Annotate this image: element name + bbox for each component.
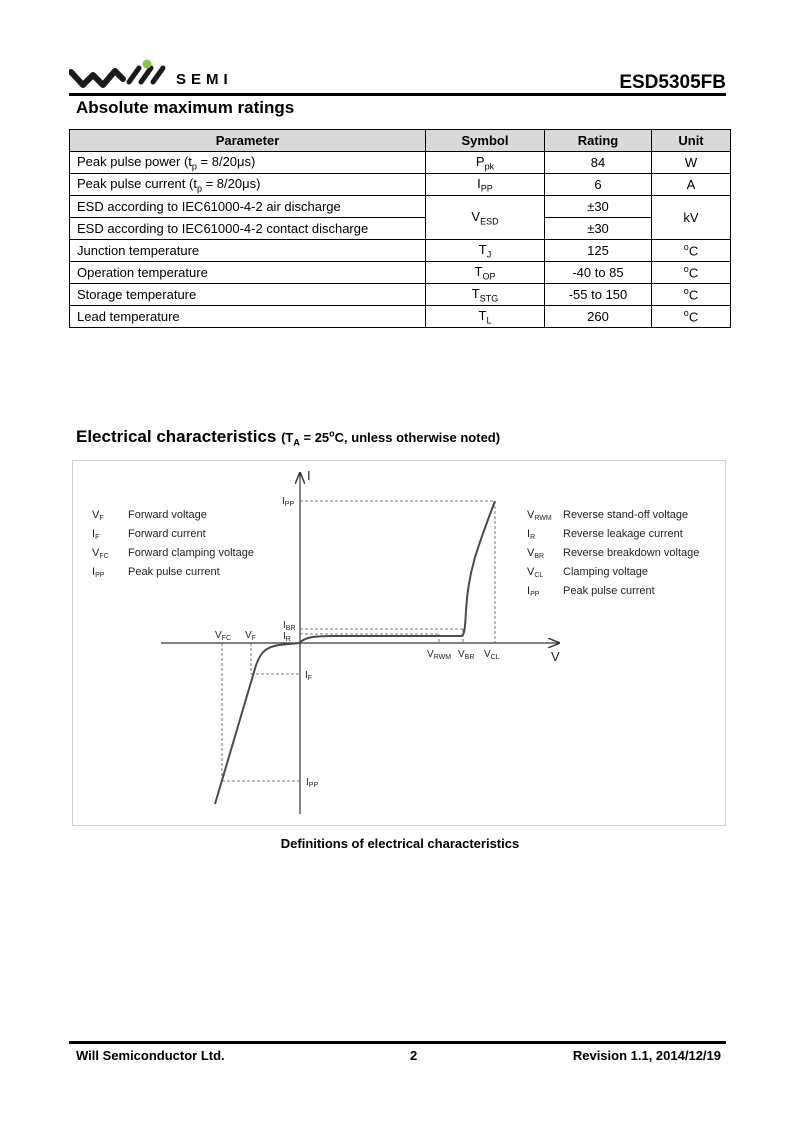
legend-desc: Clamping voltage bbox=[563, 566, 648, 578]
table-row bbox=[70, 218, 731, 240]
rating-cell: 125 bbox=[545, 240, 652, 262]
symbol-cell: $T_L$ bbox=[426, 306, 545, 328]
param-cell: Peak pulse current $(t_p = 8/20\mu s)$ bbox=[70, 174, 426, 196]
figure-caption: Definitions of electrical characteristics bbox=[280, 836, 520, 851]
footer-rule bbox=[69, 1041, 726, 1044]
label-ibr: $I_{BR}$ bbox=[283, 620, 296, 632]
table-row bbox=[70, 262, 731, 284]
legend-desc: Forward voltage bbox=[128, 509, 207, 521]
col-header-unit: Unit bbox=[652, 130, 731, 152]
rating-cell: ±30 bbox=[545, 196, 652, 218]
label-ipp-bottom: $I_{PP}$ bbox=[306, 777, 319, 789]
legend-desc: Peak pulse current bbox=[563, 585, 655, 597]
label-vcl: $V_{CL}$ bbox=[484, 649, 500, 661]
abs-max-ratings-table bbox=[69, 129, 731, 328]
symbol-cell: $T_{STG}$ bbox=[426, 284, 545, 306]
table-row bbox=[70, 306, 731, 328]
unit-cell: $^o$C bbox=[652, 240, 731, 262]
table-row bbox=[70, 240, 731, 262]
unit-cell: kV bbox=[652, 196, 731, 240]
document-id: ESD5305FB bbox=[619, 72, 726, 93]
legend-sym: IR bbox=[527, 528, 536, 541]
rating-cell: -55 to 150 bbox=[545, 284, 652, 306]
iv-curve bbox=[215, 501, 495, 804]
symbol-cell: $P_{pk}$ bbox=[426, 152, 545, 174]
col-header-symbol: Symbol bbox=[426, 130, 545, 152]
param-cell: Storage temperature bbox=[70, 284, 426, 306]
footer-page-number: 2 bbox=[410, 1048, 418, 1063]
table-row bbox=[70, 152, 731, 174]
param-cell: Lead temperature bbox=[70, 306, 426, 328]
header-rule bbox=[69, 93, 726, 96]
footer-company: Will Semiconductor Ltd. bbox=[76, 1048, 225, 1063]
reference-lines bbox=[222, 501, 495, 781]
symbol-cell: $I_{PP}$ bbox=[426, 174, 545, 196]
legend-desc: Forward current bbox=[128, 528, 206, 540]
symbol-cell: $T_{OP}$ bbox=[426, 262, 545, 284]
param-cell: Junction temperature bbox=[70, 240, 426, 262]
legend-sym: IPP bbox=[92, 566, 105, 579]
symbol-cell: $T_J$ bbox=[426, 240, 545, 262]
footer-revision: Revision 1.1, 2014/12/19 bbox=[572, 1048, 721, 1063]
axis-i-label: I bbox=[307, 468, 311, 483]
brand-text: SEMI bbox=[176, 71, 233, 88]
col-header-parameter: Parameter bbox=[70, 130, 426, 152]
iv-characteristic-diagram bbox=[73, 461, 725, 825]
legend-sym: VCL bbox=[527, 566, 544, 579]
page-header bbox=[69, 58, 726, 96]
label-ir: $I_R$ bbox=[283, 631, 291, 643]
rating-cell: ±30 bbox=[545, 218, 652, 240]
label-vfc: $V_{FC}$ bbox=[215, 630, 232, 642]
electrical-conditions-note: ($T_A = 25^oC$, unless otherwise noted) bbox=[281, 428, 501, 448]
table-row bbox=[70, 174, 731, 196]
unit-cell: $^o$C bbox=[652, 284, 731, 306]
legend-sym: IPP bbox=[527, 585, 540, 598]
right-legend bbox=[527, 509, 699, 598]
rating-cell: 6 bbox=[545, 174, 652, 196]
legend-sym: VBR bbox=[527, 547, 545, 560]
axis-v-label: V bbox=[551, 649, 560, 664]
legend-desc: Reverse stand-off voltage bbox=[563, 509, 689, 521]
rating-cell: 260 bbox=[545, 306, 652, 328]
unit-cell: $^o$C bbox=[652, 262, 731, 284]
section-title-abs-max: Absolute maximum ratings bbox=[76, 98, 295, 117]
left-legend bbox=[92, 509, 254, 579]
company-logo bbox=[69, 58, 174, 90]
param-cell: ESD according to IEC61000-4-2 air discharge bbox=[70, 196, 426, 218]
label-vbr: $V_{BR}$ bbox=[458, 649, 475, 661]
legend-sym: VRWM bbox=[527, 509, 552, 522]
legend-desc: Reverse leakage current bbox=[563, 528, 683, 540]
legend-sym: VFC bbox=[92, 547, 109, 560]
table-row bbox=[70, 196, 731, 218]
symbol-cell: $V_{ESD}$ bbox=[426, 196, 545, 240]
legend-desc: Forward clamping voltage bbox=[128, 547, 254, 559]
table-row bbox=[70, 284, 731, 306]
col-header-rating: Rating bbox=[545, 130, 652, 152]
unit-cell: $^o$C bbox=[652, 306, 731, 328]
rating-cell: 84 bbox=[545, 152, 652, 174]
param-cell: Peak pulse power $(t_p = 8/20\mu s)$ bbox=[70, 152, 426, 174]
unit-cell: W bbox=[652, 152, 731, 174]
legend-sym: VF bbox=[92, 509, 104, 522]
label-ipp-top: $I_{PP}$ bbox=[282, 496, 295, 508]
rating-cell: -40 to 85 bbox=[545, 262, 652, 284]
legend-desc: Reverse breakdown voltage bbox=[563, 547, 700, 559]
param-cell: ESD according to IEC61000-4-2 contact discharge bbox=[70, 218, 426, 240]
label-if: $I_F$ bbox=[305, 670, 313, 682]
label-vrwm: $V_{RWM}$ bbox=[427, 649, 452, 661]
legend-sym: IF bbox=[92, 528, 100, 541]
section-title-electrical: Electrical characteristics ($T_A = 25^oC$, unless otherwise noted) bbox=[76, 427, 501, 448]
legend-desc: Peak pulse current bbox=[128, 566, 220, 578]
iv-diagram-frame bbox=[72, 460, 726, 826]
unit-cell: A bbox=[652, 174, 731, 196]
param-cell: Operation temperature bbox=[70, 262, 426, 284]
label-vf: $V_F$ bbox=[245, 630, 256, 642]
table-header-row bbox=[70, 130, 731, 152]
